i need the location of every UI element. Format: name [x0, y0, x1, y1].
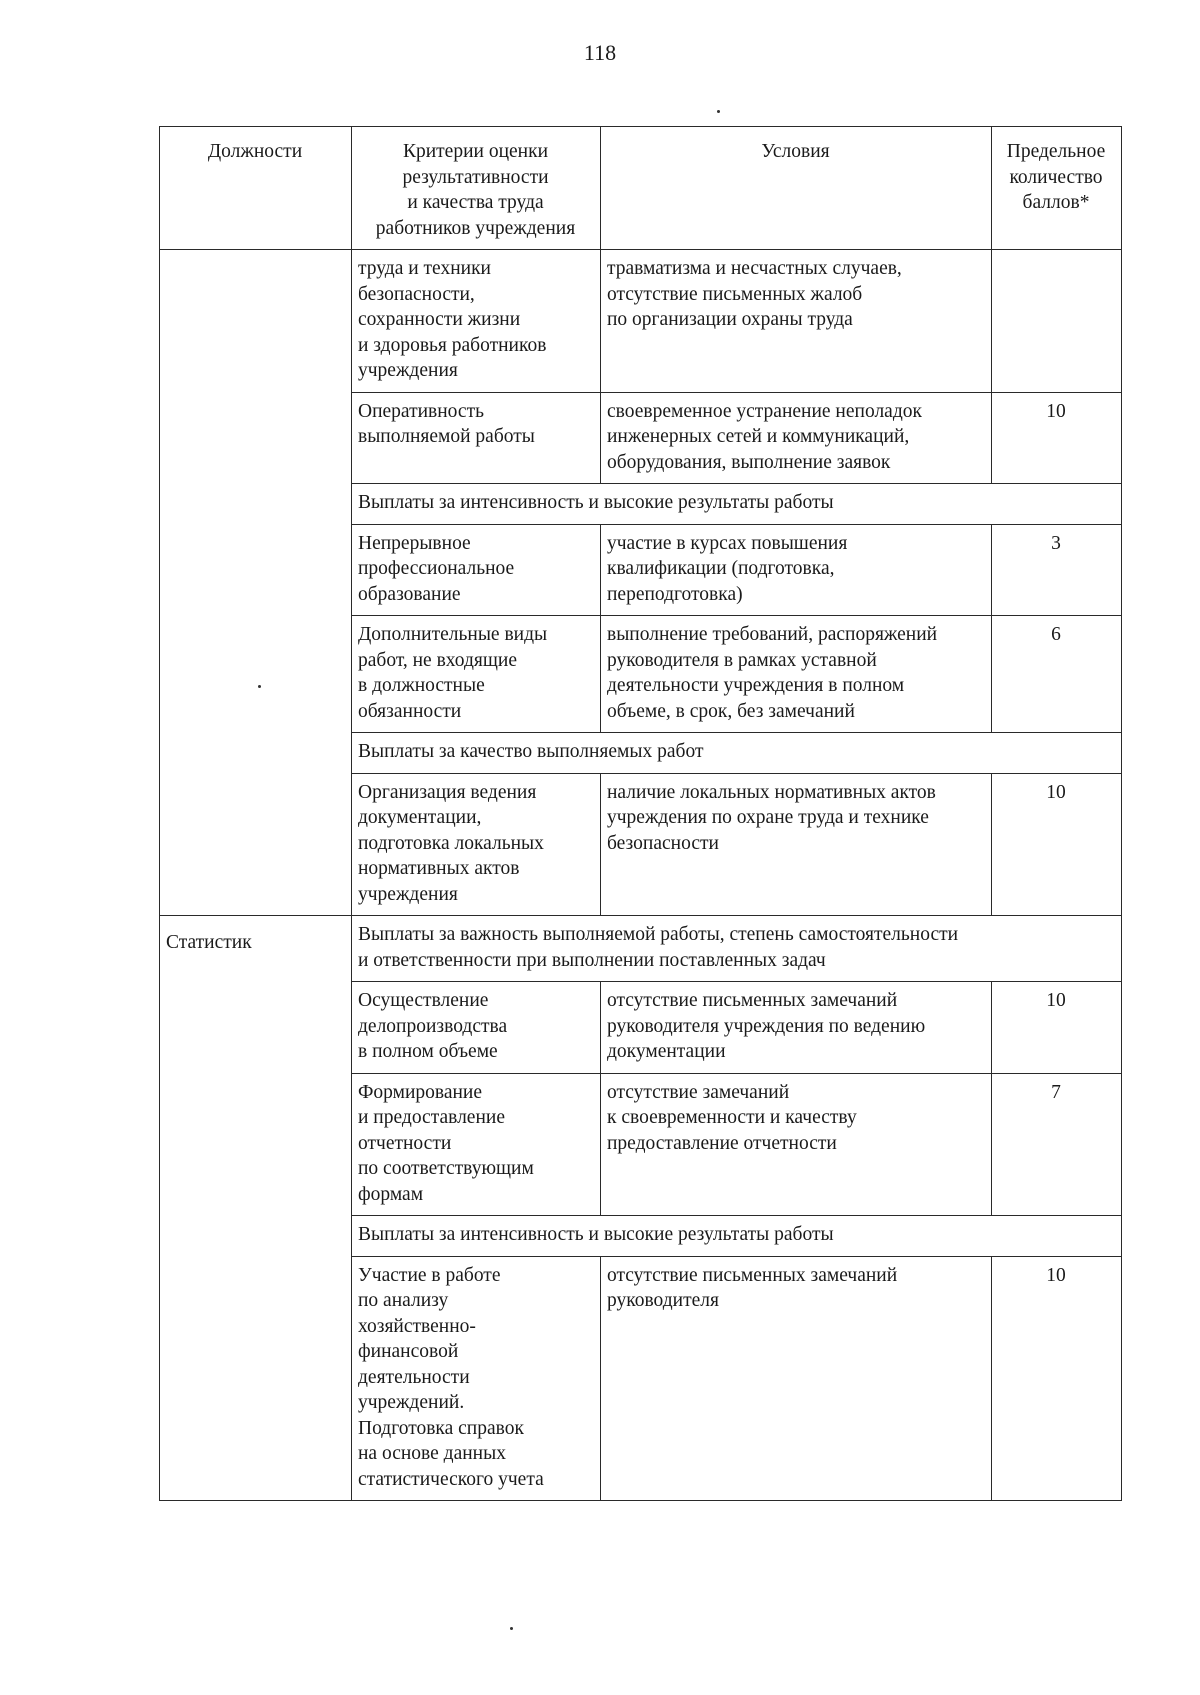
position-cell-empty — [160, 250, 352, 916]
condition-cell: выполнение требований, распоряжений руководителя в рамках уставной деятельности учреждения в полном объеме, в срок, без замечаний — [601, 616, 992, 733]
page-number: 118 — [583, 40, 617, 65]
section-heading: Выплаты за интенсивность и высокие результаты работы — [352, 1216, 1122, 1257]
section-heading: Выплаты за важность выполняемой работы, степень самостоятельности и ответственности при выполнении поставленных задач — [352, 916, 1122, 982]
criterion-cell: Организация ведения документации, подготовка локальных нормативных актов учреждения — [352, 773, 601, 916]
section-heading: Выплаты за интенсивность и высокие результаты работы — [352, 484, 1122, 525]
scan-speck — [717, 110, 720, 113]
condition-cell: отсутствие письменных замечаний руководителя учреждения по ведению документации — [601, 982, 992, 1074]
criteria-table — [159, 126, 1122, 1501]
points-cell — [992, 250, 1122, 393]
condition-cell: травматизма и несчастных случаев, отсутствие письменных жалоб по организации охраны труда — [601, 250, 992, 393]
section-row — [160, 916, 1122, 982]
condition-cell: отсутствие замечаний к своевременности и качеству предоставление отчетности — [601, 1073, 992, 1216]
criterion-cell: Оперативность выполняемой работы — [352, 392, 601, 484]
criterion-cell: Непрерывное профессиональное образование — [352, 524, 601, 616]
points-cell: 10 — [992, 1256, 1122, 1501]
scan-speck — [510, 1627, 513, 1630]
points-cell: 3 — [992, 524, 1122, 616]
points-cell: 10 — [992, 773, 1122, 916]
table-header-row — [160, 127, 1122, 250]
criterion-cell: Формирование и предоставление отчетности по соответствующим формам — [352, 1073, 601, 1216]
position-cell: Статистик — [160, 916, 352, 1501]
header-max-points: Предельное количество баллов* — [992, 127, 1122, 250]
scan-speck — [258, 685, 261, 688]
criterion-cell: Осуществление делопроизводства в полном объеме — [352, 982, 601, 1074]
header-conditions: Условия — [601, 127, 992, 250]
points-cell: 10 — [992, 392, 1122, 484]
condition-cell: наличие локальных нормативных актов учреждения по охране труда и технике безопасности — [601, 773, 992, 916]
condition-cell: своевременное устранение неполадок инженерных сетей и коммуникаций, оборудования, выполнение заявок — [601, 392, 992, 484]
header-criteria: Критерии оценки результативности и качества труда работников учреждения — [352, 127, 601, 250]
criterion-cell: труда и техники безопасности, сохранности жизни и здоровья работников учреждения — [352, 250, 601, 393]
points-cell: 10 — [992, 982, 1122, 1074]
header-position: Должности — [160, 127, 352, 250]
condition-cell: участие в курсах повышения квалификации (подготовка, переподготовка) — [601, 524, 992, 616]
points-cell: 7 — [992, 1073, 1122, 1216]
table-row — [160, 250, 1122, 393]
section-heading: Выплаты за качество выполняемых работ — [352, 733, 1122, 774]
criterion-cell: Дополнительные виды работ, не входящие в должностные обязанности — [352, 616, 601, 733]
condition-cell: отсутствие письменных замечаний руководителя — [601, 1256, 992, 1501]
points-cell: 6 — [992, 616, 1122, 733]
criterion-cell: Участие в работе по анализу хозяйственно- финансовой деятельности учреждений. Подготовка справок на основе данных статистического учета — [352, 1256, 601, 1501]
